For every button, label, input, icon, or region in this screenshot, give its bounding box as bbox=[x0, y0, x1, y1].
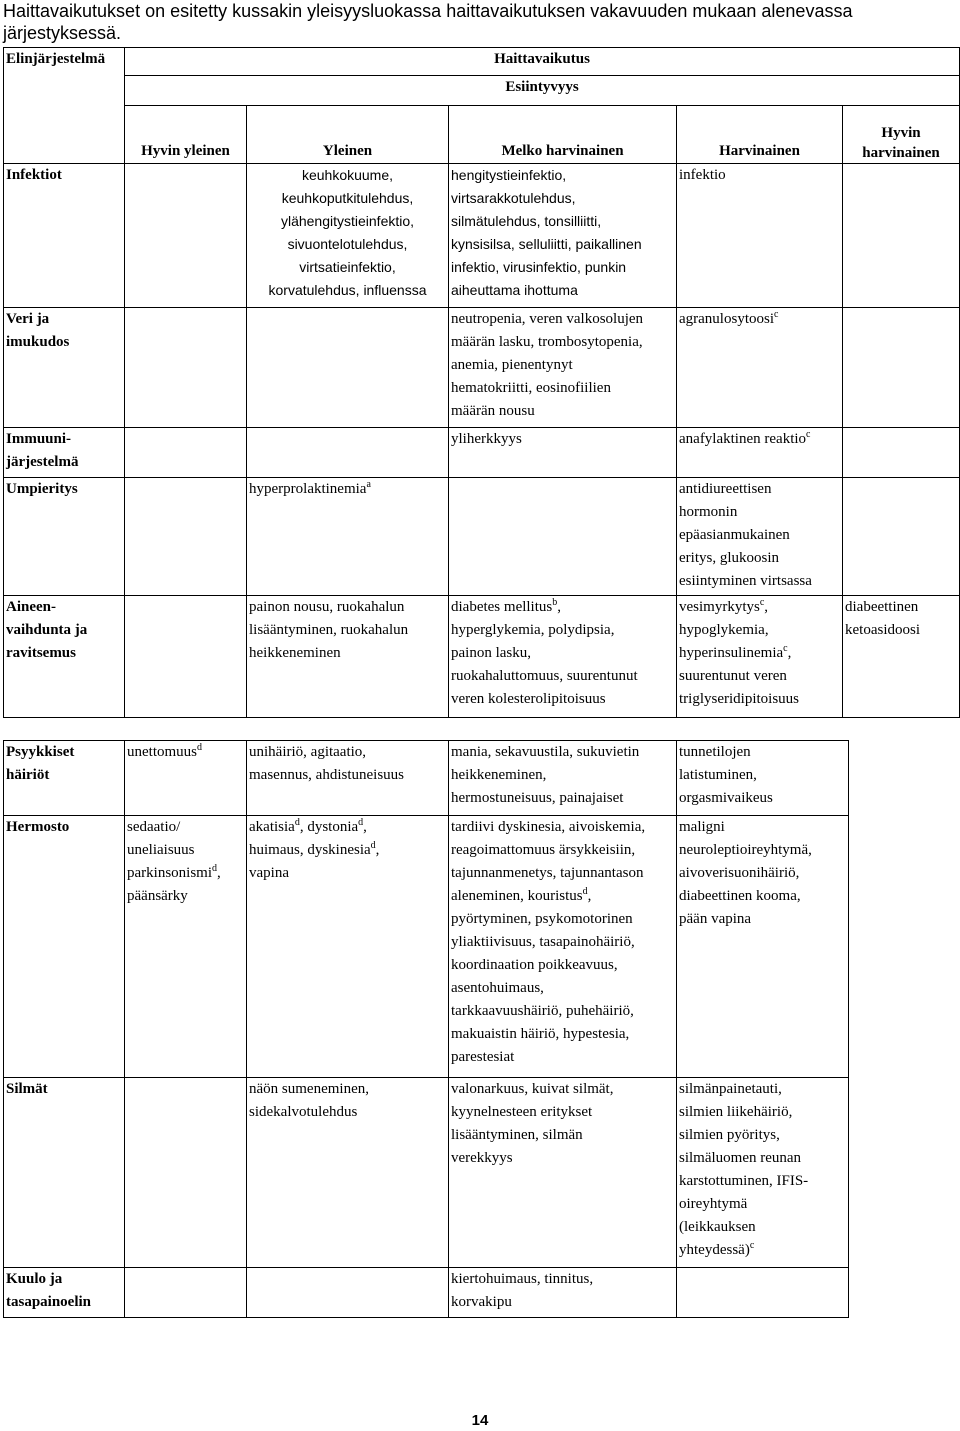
organ-header: Elinjärjestelmä bbox=[4, 48, 125, 164]
cell: akatisia$^d$, dystonia$^d$, huimaus, dyskinesia$^d$, vapina bbox=[247, 816, 449, 1078]
cell bbox=[677, 1268, 849, 1318]
cell: tardiivi dyskinesia, aivoiskemia, reagoimattomuus ärsykkeisiin, tajunnanmenetys, tajunnantason aleneminen, kouristus$^d$, pyörtyminen, psykomotorinen yliaktiivisuus, tasapainohäiriö, koordinaation poikkeavuus, asentohuimaus, tarkkaavuushäiriö, puhehäiriö, makuaistin häiriö, hypestesia, parestesiat bbox=[449, 816, 677, 1078]
cell bbox=[125, 478, 247, 596]
cell: diabeettinen ketoasidoosi bbox=[843, 596, 960, 718]
cell: silmänpainetauti, silmien liikehäiriö, silmien pyöritys, silmäluomen reunan karstottuminen, IFIS- oireyhtymä (leikkauksen yhteydessä)$^c$ bbox=[677, 1078, 849, 1268]
table-row bbox=[4, 816, 849, 1078]
adverse-effects-table-continued bbox=[3, 740, 849, 1318]
cell bbox=[449, 478, 677, 596]
organ-cell: Veri ja imukudos bbox=[4, 308, 125, 428]
uncommon-header: Melko harvinainen bbox=[449, 106, 677, 164]
cell bbox=[843, 164, 960, 308]
cell bbox=[843, 478, 960, 596]
cell: kiertohuimaus, tinnitus, korvakipu bbox=[449, 1268, 677, 1318]
table-row bbox=[4, 428, 960, 478]
table-row bbox=[4, 164, 960, 308]
table-row bbox=[4, 308, 960, 428]
cell: sedaatio/ uneliaisuus parkinsonismi$^d$, päänsärky bbox=[125, 816, 247, 1078]
organ-cell: Kuulo ja tasapainoelin bbox=[4, 1268, 125, 1318]
cell: unettomuus$^d$ bbox=[125, 741, 247, 816]
organ-cell: Infektiot bbox=[4, 164, 125, 308]
cell: tunnetilojen latistuminen, orgasmivaikeus bbox=[677, 741, 849, 816]
very-common-header: Hyvin yleinen bbox=[125, 106, 247, 164]
cell bbox=[125, 164, 247, 308]
intro-text: Haittavaikutukset on esitetty kussakin yleisyysluokassa haittavaikutuksen vakavuuden mukaan alenevassa järjestyksessä. bbox=[3, 1, 853, 43]
cell: yliherkkyys bbox=[449, 428, 677, 478]
organ-cell: Hermosto bbox=[4, 816, 125, 1078]
cell bbox=[247, 308, 449, 428]
organ-cell: Immuuni- järjestelmä bbox=[4, 428, 125, 478]
cell bbox=[125, 596, 247, 718]
cell: agranulosytoosi$^c$ bbox=[677, 308, 843, 428]
cell bbox=[247, 1268, 449, 1318]
cell bbox=[125, 428, 247, 478]
table-row bbox=[4, 1268, 849, 1318]
cell: valonarkuus, kuivat silmät, kyynelnesteen eritykset lisääntyminen, silmän verekkyys bbox=[449, 1078, 677, 1268]
organ-cell: Psyykkiset häiriöt bbox=[4, 741, 125, 816]
cell: maligni neuroleptioireyhtymä, aivoverisuonihäiriö, diabeettinen kooma, pään vapina bbox=[677, 816, 849, 1078]
very-rare-header: Hyvin harvinainen bbox=[843, 106, 960, 164]
table-row bbox=[4, 1078, 849, 1268]
common-header: Yleinen bbox=[247, 106, 449, 164]
cell: infektio bbox=[677, 164, 843, 308]
cell: keuhkokuume, keuhkoputkitulehdus, ylähengitystieinfektio, sivuontelotulehdus, virtsatieinfektio, korvatulehdus, influenssa bbox=[247, 164, 449, 308]
cell: hyperprolaktinemia$^a$ bbox=[247, 478, 449, 596]
cell: neutropenia, veren valkosolujen määrän lasku, trombosytopenia, anemia, pienentynyt hematokriitti, eosinofiilien määrän nousu bbox=[449, 308, 677, 428]
cell: painon nousu, ruokahalun lisääntyminen, ruokahalun heikkeneminen bbox=[247, 596, 449, 718]
table-row bbox=[4, 478, 960, 596]
cell bbox=[843, 428, 960, 478]
cell bbox=[125, 1268, 247, 1318]
cell: näön sumeneminen, sidekalvotulehdus bbox=[247, 1078, 449, 1268]
cell: antidiureettisen hormonin epäasianmukainen eritys, glukoosin esiintyminen virtsassa bbox=[677, 478, 843, 596]
cell: anafylaktinen reaktio$^c$ bbox=[677, 428, 843, 478]
frequency-header: Esiintyvyys bbox=[125, 76, 960, 106]
rare-header: Harvinainen bbox=[677, 106, 843, 164]
adverse-effects-table bbox=[3, 47, 960, 718]
effect-header: Haittavaikutus bbox=[125, 48, 960, 76]
cell bbox=[125, 308, 247, 428]
page-number: 14 bbox=[471, 1412, 489, 1429]
cell bbox=[247, 428, 449, 478]
cell: hengitystieinfektio, virtsarakkotulehdus, silmätulehdus, tonsilliitti, kynsisilsa, selluliitti, paikallinen infektio, virusinfektio, punkin aiheuttama ihottuma bbox=[449, 164, 677, 308]
cell: vesimyrkytys$^c$, hypoglykemia, hyperinsulinemia$^c$, suurentunut veren triglyseridipitoisuus bbox=[677, 596, 843, 718]
organ-cell: Aineen- vaihdunta ja ravitsemus bbox=[4, 596, 125, 718]
table-row bbox=[4, 596, 960, 718]
cell: unihäiriö, agitaatio, masennus, ahdistuneisuus bbox=[247, 741, 449, 816]
cell bbox=[125, 1078, 247, 1268]
organ-cell: Silmät bbox=[4, 1078, 125, 1268]
cell: mania, sekavuustila, sukuvietin heikkeneminen, hermostuneisuus, painajaiset bbox=[449, 741, 677, 816]
cell bbox=[843, 308, 960, 428]
organ-cell: Umpieritys bbox=[4, 478, 125, 596]
cell: diabetes mellitus$^b$, hyperglykemia, polydipsia, painon lasku, ruokahaluttomuus, suurentunut veren kolesterolipitoisuus bbox=[449, 596, 677, 718]
table-row bbox=[4, 741, 849, 816]
